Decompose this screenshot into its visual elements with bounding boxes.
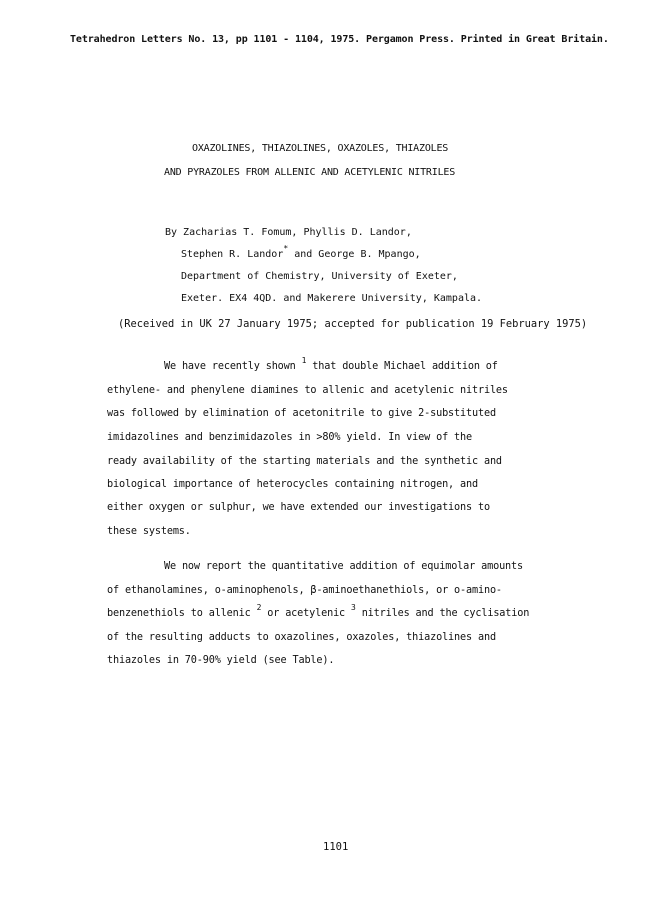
authors-line-2 <box>181 244 421 261</box>
reference-2: 2 <box>256 603 262 612</box>
para1-line-3: was followed by elimination of acetonitrile to give 2-substituted <box>107 408 496 419</box>
affiliation-line-2: Exeter. EX4 4QD. and Makerere University, Kampala. <box>181 293 483 304</box>
author-mpango: and George B. Mpango, <box>294 249 421 260</box>
authors-line-1: By Zacharias T. Fomum, Phyllis D. Landor, <box>165 227 412 238</box>
para2-line-5: thiazoles in 70-90% yield (see Table). <box>107 655 335 666</box>
affiliation-line-1: Department of Chemistry, University of Exeter, <box>181 271 458 282</box>
para1-line-7: either oxygen or sulphur, we have extended our investigations to <box>107 502 490 513</box>
page-number: 1101 <box>323 841 349 853</box>
para2-line-3-text-c: nitriles and the cyclisation <box>361 608 530 619</box>
para1-line-4: imidazolines and benzimidazoles in >80% yield. In view of the <box>107 432 472 443</box>
reference-1: 1 <box>301 356 307 365</box>
journal-header: Tetrahedron Letters No. 13, pp 1101 - 1104, 1975. Pergamon Press. Printed in Great Britain. <box>70 34 609 45</box>
author-landor-sr: Stephen R. Landor <box>181 249 284 260</box>
para2-line-2: of ethanolamines, o-aminophenols, β-aminoethanethiols, or o-amino- <box>107 585 502 596</box>
reference-3: 3 <box>351 603 356 612</box>
title-line-2: AND PYRAZOLES FROM ALLENIC AND ACETYLENIC NITRILES <box>164 167 456 178</box>
para2-line-3-text-a: benzenethiols to allenic <box>107 608 251 619</box>
received-note: (Received in UK 27 January 1975; accepted for publication 19 February 1975) <box>118 318 588 330</box>
para2-line-3 <box>107 603 530 620</box>
corresponding-author-mark: * <box>283 244 289 253</box>
para1-line-5: ready availability of the starting materials and the synthetic and <box>107 456 502 467</box>
para1-line-1 <box>164 356 498 373</box>
para1-line-1-text-a: We have recently shown <box>164 361 296 372</box>
para1-line-2: ethylene- and phenylene diamines to allenic and acetylenic nitriles <box>107 385 508 396</box>
title-line-1: OXAZOLINES, THIAZOLINES, OXAZOLES, THIAZOLES <box>192 143 449 154</box>
para1-line-1-text-b: that double Michael addition of <box>312 361 498 372</box>
para2-line-3-text-b: or acetylenic <box>267 608 346 619</box>
para2-line-4: of the resulting adducts to oxazolines, oxazoles, thiazolines and <box>107 632 496 643</box>
para1-line-8: these systems. <box>107 526 191 537</box>
para1-line-6: biological importance of heterocycles containing nitrogen, and <box>107 479 478 490</box>
para2-line-1: We now report the quantitative addition of equimolar amounts <box>164 561 524 572</box>
